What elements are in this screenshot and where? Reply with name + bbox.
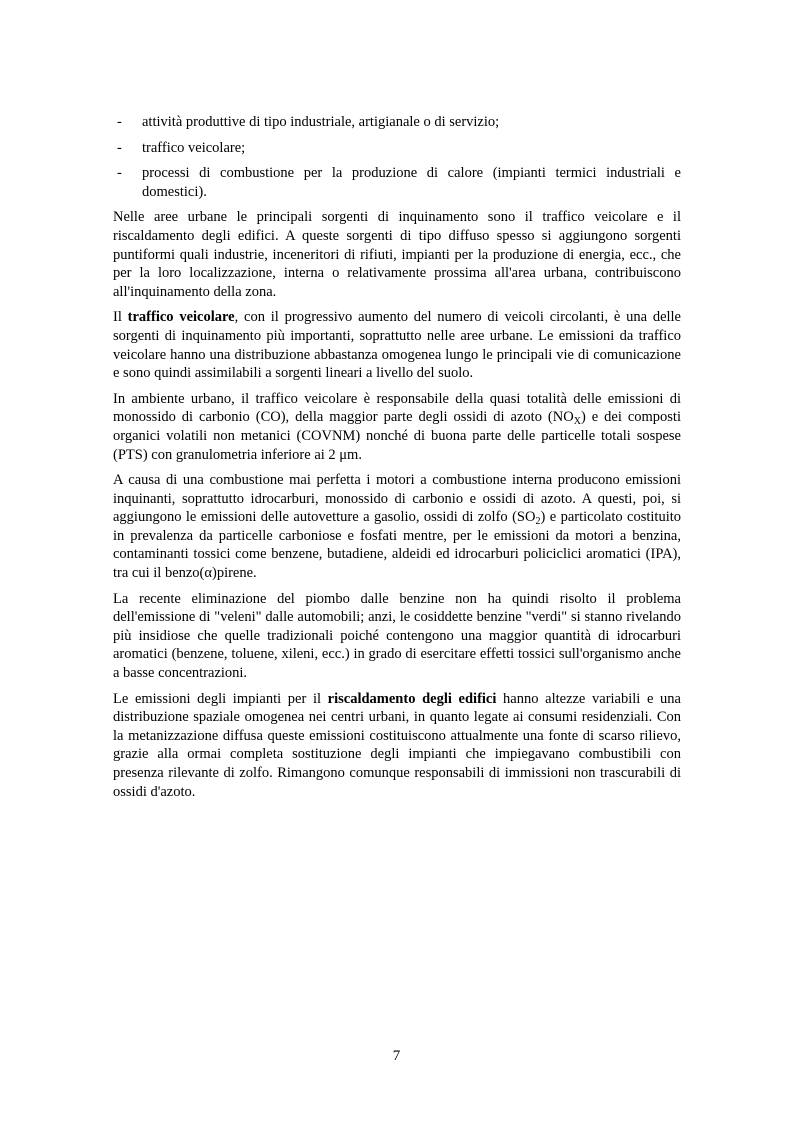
paragraph-urban-sources: Nelle aree urbane le principali sorgenti di inquinamento sono il traffico veicolare e il riscaldamento degli edifici. A queste sorgenti di tipo diffuso spesso si aggiungono sorgenti puntiformi quali industrie, inceneritori di rifiuti, impianti per la produzione di energia, ecc., che per la loro localizzazione, interna o relativamente prossima all'area urbana, contribuiscono all'inquinamento della zona. [113,209,681,300]
list-item-text: processi di combustione per la produzione di calore (impianti termici industriali e domestici). [142,165,681,200]
list-item-text: attività produttive di tipo industriale, artigianale o di servizio; [142,114,500,130]
page-body [113,113,681,808]
list-item [113,164,681,201]
subscript-x: X [573,416,581,428]
paragraph-text: Le emissioni degli impianti per il [113,690,328,707]
paragraph-text: In ambiente urbano, il traffico veicolare è responsabile della quasi totalità delle emissioni di monossido di carbonio (CO), della maggior parte degli ossidi di azoto (NO [113,390,681,426]
bullet-dash: - [117,139,122,156]
paragraph-text: A causa di una combustione mai perfetta i motori a combustione interna producono emissioni inquinanti, soprattutto idrocarburi, monossido di carbonio e ossidi di azoto. A questi, poi, si aggiungono le emissioni delle autovetture a gasolio, ossidi di zolfo (SO [113,472,681,526]
list-item-text: traffico veicolare; [142,139,246,156]
paragraph-text: hanno altezze variabili e una distribuzione spaziale omogenea nei centri urbani, in quanto legate ai consumi residenziali. Con la metanizzazione diffusa queste emissioni costituiscono attualmente una fonte di scarso rilievo, grazie alla ormai completa sostituzione degli impianti che impiegavano combustibili con presenza rilevante di zolfo. Rimangono comunque responsabili di immissioni non trascurabili di ossidi d'azoto. [113,690,681,800]
list-item [113,139,681,158]
paragraph-text: ) e particolato costituito in prevalenza da particelle carboniose e fosfati mentre, per le emissioni da motori a benzina, contaminanti tossici come benzene, butadiene, aldeidi ed idrocarburi policiclici aromatici (IPA), tra cui il benzo(α)pirene. [113,509,681,582]
paragraph-building-heating [113,690,681,802]
subscript-2: 2 [535,516,541,528]
pollution-sources-list [113,113,681,201]
list-item [113,113,681,132]
paragraph-text: , con il progressivo aumento del numero di veicoli circolanti, è una delle sorgenti di inquinamento più importanti, soprattutto nelle aree urbane. Le emissioni da traffico veicolare hanno una distribuzione abbastanza omogenea lungo le principali vie di comunicazione e sono quindi assimilabili a sorgenti lineari a livello del suolo. [113,309,681,382]
paragraph-text: ) e dei composti organici volatili non metanici (COVNM) nonché di buona parte delle particelle totali sospese (PTS) con granulometria inferiore ai 2 μm. [113,409,681,463]
paragraph-lead-removal: La recente eliminazione del piombo dalle benzine non ha quindi risolto il problema dell'emissione di "veleni" dalle automobili; anzi, le cosiddette benzine "verdi" si stanno rivelando più insidiose che quelle tradizionali poiché contengono una maggior quantità di idrocarburi aromatici (benzene, toluene, xileni, ecc.) in grado di esercitare effetti tossici sull'organismo anche a basse concentrazioni. [113,590,681,682]
paragraph-combustion-engines [113,471,681,583]
bullet-dash: - [117,114,122,130]
paragraph-vehicle-traffic [113,308,681,382]
page-number: 7 [392,1048,401,1064]
bullet-dash: - [117,165,122,182]
paragraph-urban-traffic-emissions [113,390,681,464]
paragraph-text: Il [113,309,128,326]
bold-term-traffic: traffico veicolare [127,309,235,326]
bold-term-heating: riscaldamento degli edifici [327,690,497,707]
